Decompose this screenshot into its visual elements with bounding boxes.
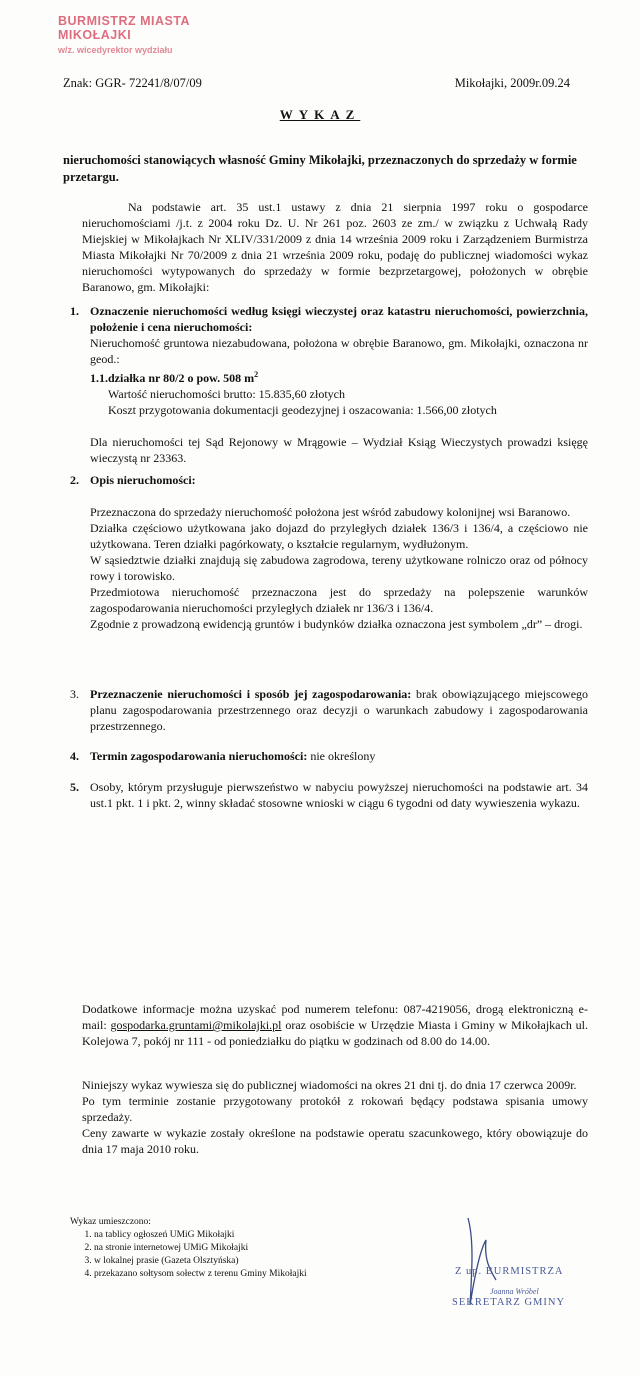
contact-text-a: Dodatkowe informacje można uzyskać pod numerem telefonu: 087-4219056, drogą elektroniczną e-mail: (82, 1002, 588, 1032)
section-4 (70, 748, 588, 764)
section-number: 5. (70, 780, 79, 794)
section-text: Osoby, którym przysługuje pierwszeństwo w nabyciu powyższej nieruchomości na podstawie art. 34 ust.1 pkt. 1 i pkt. 2, winny składać stosowne wnioski w ciągu 6 tygodni od daty wywieszenia wykazu. (90, 780, 588, 810)
stamp-line-2: Joanna Wróbel (490, 1287, 539, 1296)
stamp-line-2: w/z. wicedyrektor wydziału (58, 45, 173, 55)
title-text: WYKAZ (279, 107, 361, 122)
stamp-line-1: BURMISTRZ MIASTA MIKOŁAJKI (58, 14, 190, 42)
cost-line: Koszt przygotowania dokumentacji geodezyjnej i oszacowania: 1.566,00 złotych (108, 403, 497, 417)
placement-title: Wykaz umieszczono: (70, 1217, 151, 1227)
section-3 (70, 686, 589, 734)
land-register-text: Dla nieruchomości tej Sąd Rejonowy w Mrągowie – Wydział Ksiąg Wieczystych prowadzi księgę wieczystą nr 23363. (90, 435, 588, 465)
protocol-text: Po tym terminie zostanie przygotowany protokół z rokowań będący podstawa spisania umowy sprzedaży. (82, 1094, 588, 1124)
document-subject: nieruchomości stanowiących własność Gminy Mikołajki, przeznaczonych do sprzedaży w formie przetargu. (63, 153, 577, 184)
description-paragraph: Zgodnie z prowadzoną ewidencją gruntów i budynków działka oznaczona jest symbolem „dr” – drogi. (90, 617, 583, 631)
section-number: 1. (70, 304, 79, 318)
office-stamp (58, 14, 238, 55)
stamp-line-3: SEKRETARZ GMINY (452, 1297, 566, 1308)
email-link[interactable]: gospodarka.gruntami@mikolajki.pl (110, 1018, 282, 1032)
parcel-line (90, 367, 588, 386)
description-paragraph: Przedmiotowa nieruchomość przeznaczona jest do sprzedaży na polepszenie warunków zagospodarowania nieruchomości przyległych działek nr 136/3 i 136/4. (90, 585, 588, 615)
section-heading: Opis nieruchomości: (90, 473, 196, 487)
section-5 (70, 779, 588, 811)
price-basis-text: Ceny zawarte w wykazie zostały określone na podstawie operatu szacunkowego, który obowiązuje do dnia 17 maja 2010 roku. (82, 1126, 588, 1156)
section-text: Nieruchomość gruntowa niezabudowana, położona w obrębie Baranowo, gm. Mikołajki, oznaczona nr geod.: (90, 336, 588, 366)
reference-number: Znak: GGR- 72241/8/07/09 (63, 76, 202, 90)
placement-item: 2. na stronie internetowej UMiG Mikołajki (94, 1242, 400, 1255)
parcel-sup: 2 (254, 370, 259, 379)
section-heading: Termin zagospodarowania nieruchomości: (90, 749, 308, 763)
section-number: 4. (70, 749, 79, 763)
stamp-line-1: Z up. BURMISTRZA (455, 1266, 564, 1277)
posting-period-text: Niniejszy wykaz wywiesza się do publicznej wiadomości na okres 21 dni tj. do dnia 17 czerwca 2009r. (82, 1078, 577, 1092)
signature-stamp (450, 1210, 620, 1310)
description-paragraph: Przeznaczona do sprzedaży nieruchomość położona jest wśród zabudowy kolonijnej wsi Baranowo. (90, 505, 571, 519)
placement-item: 1. na tablicy ogłoszeń UMiG Mikołajki (94, 1229, 400, 1242)
description-paragraph: Działka częściowo użytkowana jako dojazd do przyległych działek 136/3 i 136/4, a częściowo nie użytkowana. Teren działki pagórkowaty, o kształcie regularnym, wydłużonym. (90, 521, 588, 551)
section-number: 2. (70, 473, 79, 487)
section-heading: Oznaczenie nieruchomości według księgi wieczystej oraz katastru nieruchomości, powierzchnia, położenie i cena nieruchomości: (90, 304, 588, 334)
contact-text-b: oraz osobiście w Urzędzie Miasta i Gminy w Mikołajkach ul. Kolejowa 7, pokój nr 111 - od poniedziałku do piątku w godzinach od 8.00 do 14.00. (82, 1018, 588, 1048)
intro-paragraph: Na podstawie art. 35 ust.1 ustawy z dnia 21 sierpnia 1997 roku o gospodarce nieruchomościami /j.t. z 2004 roku Dz. U. Nr 261 poz. 2603 ze zm./ w związku z Uchwałą Rady Miejskiej w Mikołajkach Nr XLIV/331/2009 z dnia 14 września 2009 roku i Zarządzeniem Burmistrza Miasta Mikołajki Nr 70/2009 z dnia 21 września 2009 roku, podaję do publicznej wiadomości wykaz nieruchomości wytypowanych do sprzedaży w formie bezprzetargowej, położonych w obrębie Baranowo, gm. Mikołajki: (82, 200, 588, 294)
section-text: brak obowiązującego miejscowego planu zagospodarowania przestrzennego oraz decyzji o warunkach zabudowy i zagospodarowania przestrzennego. (90, 687, 589, 733)
section-text: nie określony (310, 749, 376, 763)
placement-item: 3. w lokalnej prasie (Gazeta Olsztyńska) (94, 1255, 400, 1268)
value-line: Wartość nieruchomości brutto: 15.835,60 złotych (108, 387, 345, 401)
document-title (0, 107, 640, 123)
description-paragraph: W sąsiedztwie działki znajdują się zabudowa zagrodowa, tereny użytkowane rolniczo oraz od północy rowy i torowisko. (90, 553, 588, 583)
place-date: Mikołajki, 2009r.09.24 (454, 76, 570, 90)
placement-list (70, 1216, 400, 1281)
section-heading: Przeznaczenie nieruchomości i sposób jej zagospodarowania: (90, 687, 412, 701)
section-number: 3. (70, 687, 79, 701)
contact-paragraph (82, 1001, 588, 1049)
parcel-text: 1.1.działka nr 80/2 o pow. 508 m (90, 371, 255, 385)
section-2 (70, 472, 588, 632)
section-1 (70, 303, 588, 466)
placement-item: 4. przekazano sołtysom sołectw z terenu Gminy Mikołajki (94, 1268, 400, 1281)
info-block (82, 1077, 588, 1157)
